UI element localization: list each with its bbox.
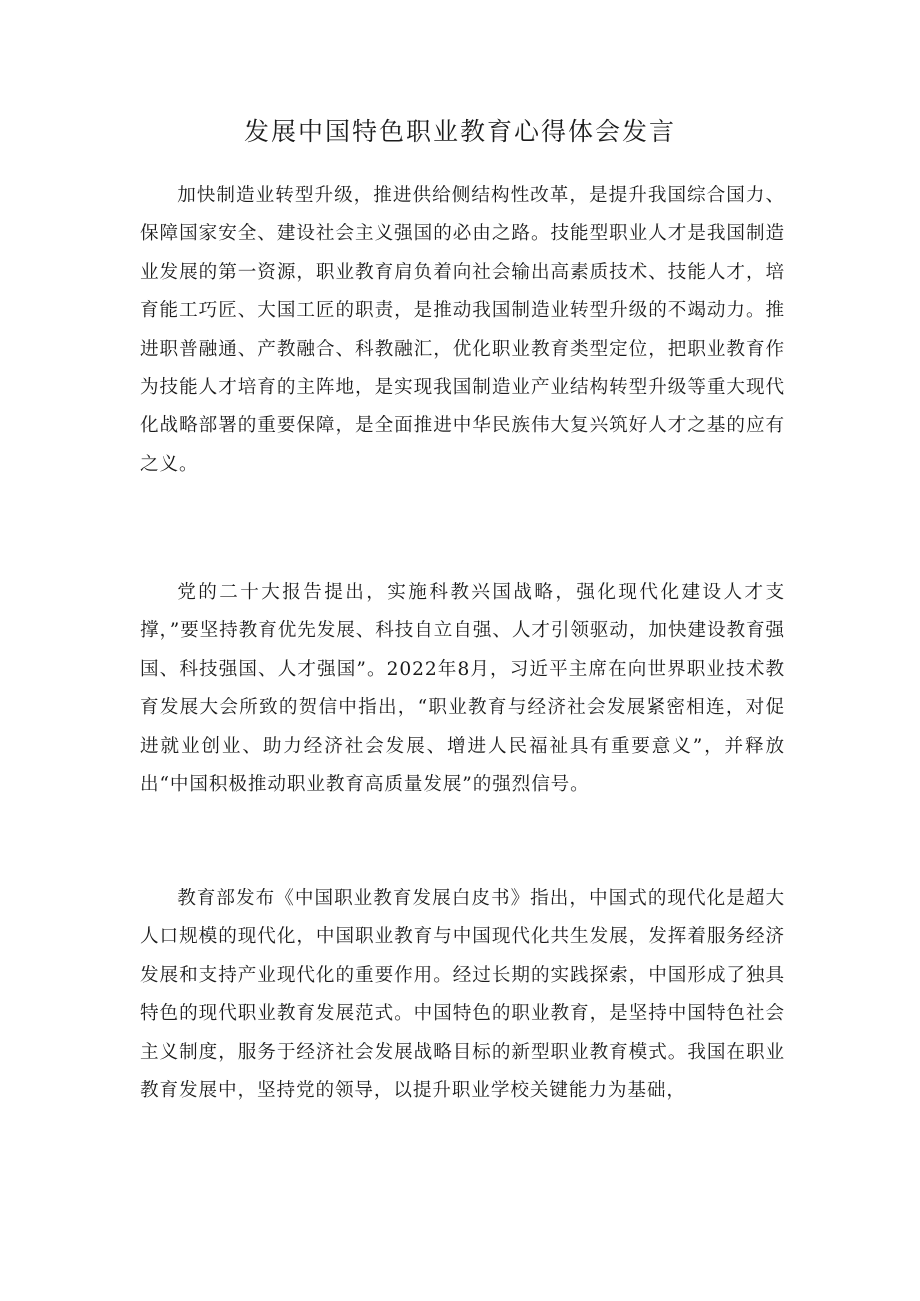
document-title: 发展中国特色职业教育心得体会发言 <box>243 117 676 146</box>
paragraph-1: 加快制造业转型升级，推进供给侧结构性改革，是提升我国综合国力、保障国家安全、建设社会主义强国的必由之路。技能型职业人才是我国制造业发展的第一资源，职业教育肩负着向社会输出高素质技术、技能人才，培育能工巧匠、大国工匠的职责，是推动我国制造业转型升级的不竭动力。推进职普融通、产教融合、科教融汇，优化职业教育类型定位，把职业教育作为技能人才培育的主阵地，是实现我国制造业产业结构转型升级等重大现代化战略部署的重要保障，是全面推进中华民族伟大复兴筑好人才之基的应有之义。 <box>140 185 785 475</box>
paragraph-3: 教育部发布《中国职业教育发展白皮书》指出，中国式的现代化是超大人口规模的现代化，中国职业教育与中国现代化共生发展，发挥着服务经济发展和支持产业现代化的重要作用。经过长期的实践探索，中国形成了独具特色的现代职业教育发展范式。中国特色的职业教育，是坚持中国特色社会主义制度，服务于经济社会发展战略目标的新型职业教育模式。我国在职业教育发展中，坚持党的领导，以提升职业学校关键能力为基础， <box>140 888 785 1102</box>
paragraph-2: 党的二十大报告提出，实施科教兴国战略，强化现代化建设人才支撑，”要坚持教育优先发展、科技自立自强、人才引领驱动，加快建设教育强国、科技强国、人才强国”。2022年8月，习近平主席在向世界职业技术教育发展大会所致的贺信中指出，“职业教育与经济社会发展紧密相连，对促进就业创业、助力经济社会发展、增进人民福祉具有重要意义”，并释放出“中国积极推动职业教育高质量发展”的强烈信号。 <box>140 582 785 796</box>
